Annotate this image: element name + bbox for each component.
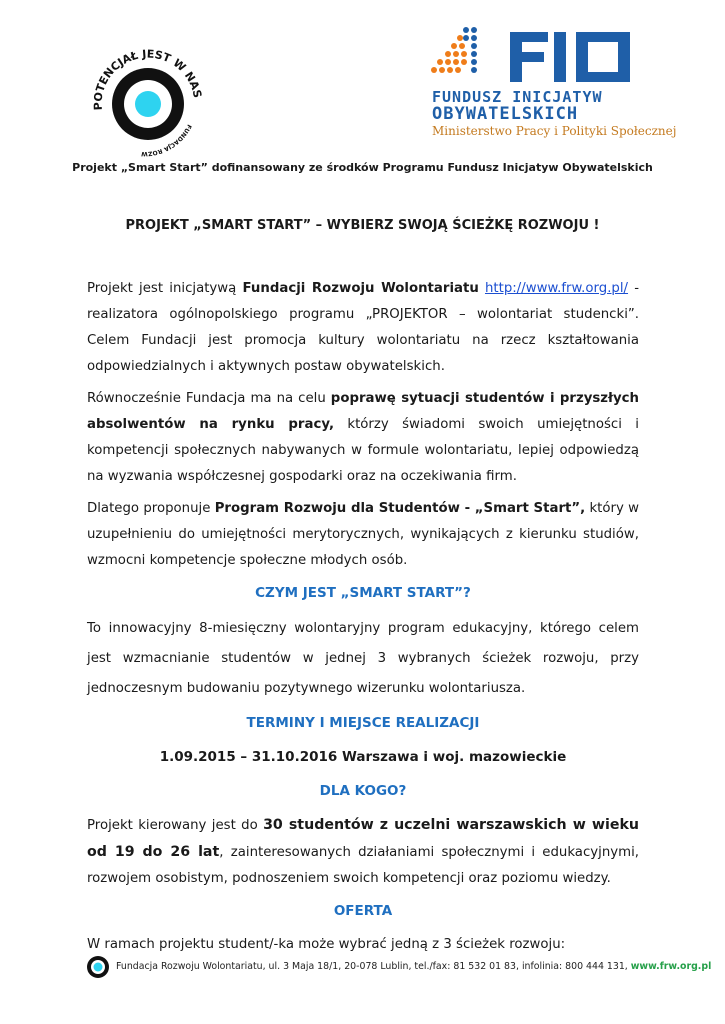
section-heading-offer: OFERTA <box>333 903 393 919</box>
text: którzy świadomi swoich umiejętności i kompetencji społecznych nabywanych w formule wolontariatu, lepiej odpowiedzą na wyzwania współczesnej gospodarki oraz na oczekiwania firm. <box>87 417 639 484</box>
program-name: Program Rozwoju dla Studentów - „Smart Start”, <box>214 501 586 516</box>
dates-location: 1.09.2015 – 31.10.2016 Warszawa i woj. mazowieckie <box>159 749 567 765</box>
fio-logo <box>430 26 677 144</box>
page-title: PROJEKT „SMART START” – WYBIERZ SWOJĄ ŚCIEŻKĘ ROZWOJU ! <box>125 218 600 233</box>
document-body <box>87 276 639 964</box>
section-heading-when: TERMINY I MIEJSCE REALIZACJI <box>246 715 480 731</box>
fio-line1: FUNDUSZ INICJATYW <box>432 88 603 106</box>
target-group: 30 studentów z uczelni warszawskich w wieku od 19 do 26 lat <box>87 817 639 860</box>
foundation-name: Fundacji Rozwoju Wolontariatu <box>242 281 479 296</box>
text: Dlatego proponuje <box>87 501 215 516</box>
offer-paragraph: W ramach projektu student/-ka może wybrać jedną z 3 ścieżek rozwoju: <box>87 937 566 952</box>
intro-paragraph-1 <box>87 276 639 380</box>
section-heading-who: DLA KOGO? <box>319 783 407 799</box>
emphasis: poprawę sytuacji studentów i przyszłych absolwentów na rynku pracy, <box>87 391 639 432</box>
fio-line2: OBYWATELSKICH <box>432 104 579 124</box>
who-paragraph <box>87 812 639 892</box>
svg-text:POTENCJAŁ JEST W NAS: POTENCJAŁ JEST W NAS <box>91 47 205 111</box>
section-heading-what: CZYM JEST „SMART START”? <box>255 585 471 601</box>
what-paragraph: To innowacyjny 8-miesięczny wolontaryjny program edukacyjny, którego celem jest wzmacnianie studentów w jednej 3 wybranych ścieżek rozwoju, przy jednoczesnym budowaniu pozytywnego wizerunku wolontariusza. <box>87 621 639 696</box>
text: , zainteresowanych działaniami społecznymi i edukacyjnymi, rozwojem osobistym, podnoszeniem swoich kompetencji oraz poziomu wiedzy. <box>87 845 639 886</box>
fio-ministry: Ministerstwo Pracy i Polityki Społecznej <box>432 124 677 138</box>
frw-small-logo-icon <box>86 955 110 979</box>
frw-link[interactable]: http://www.frw.org.pl/ <box>484 281 629 296</box>
cofinancing-note: Projekt „Smart Start” dofinansowany ze środków Programu Fundusz Inicjatyw Obywatelskich <box>72 161 653 174</box>
intro-paragraph-3 <box>87 496 639 574</box>
text: Równocześnie Fundacja ma na celu <box>87 391 331 406</box>
fio-mark-icon <box>430 26 642 88</box>
text: - realizatora ogólnopolskiego programu „PROJEKTOR – wolontariat studencki”. Celem Fundacji jest promocja kultury wolontariatu na rzecz kształtowania odpowiedzialnych i aktywnych postaw obywatelskich. <box>87 281 640 374</box>
footer-url[interactable]: www.frw.org.pl <box>630 961 712 972</box>
footer <box>86 955 712 981</box>
intro-paragraph-2 <box>87 386 639 490</box>
text: Projekt jest inicjatywą <box>87 281 243 296</box>
footer-address <box>116 961 711 972</box>
footer-contact: Fundacja Rozwoju Wolontariatu, ul. 3 Maja 18/1, 20-078 Lublin, tel./fax: 81 532 01 83, infolinia: 800 444 131, <box>116 961 631 972</box>
text: Projekt kierowany jest do <box>87 818 264 833</box>
frw-logo <box>84 38 212 166</box>
text: który w uzupełnieniu do umiejętności merytorycznych, wynikających z kierunku studiów, wzmocni kompetencje społeczne młodych osób. <box>87 501 639 568</box>
svg-text:FUNDACJA ROZWOJU WOLONTARIATU: FUNDACJA ROZW <box>141 123 193 158</box>
